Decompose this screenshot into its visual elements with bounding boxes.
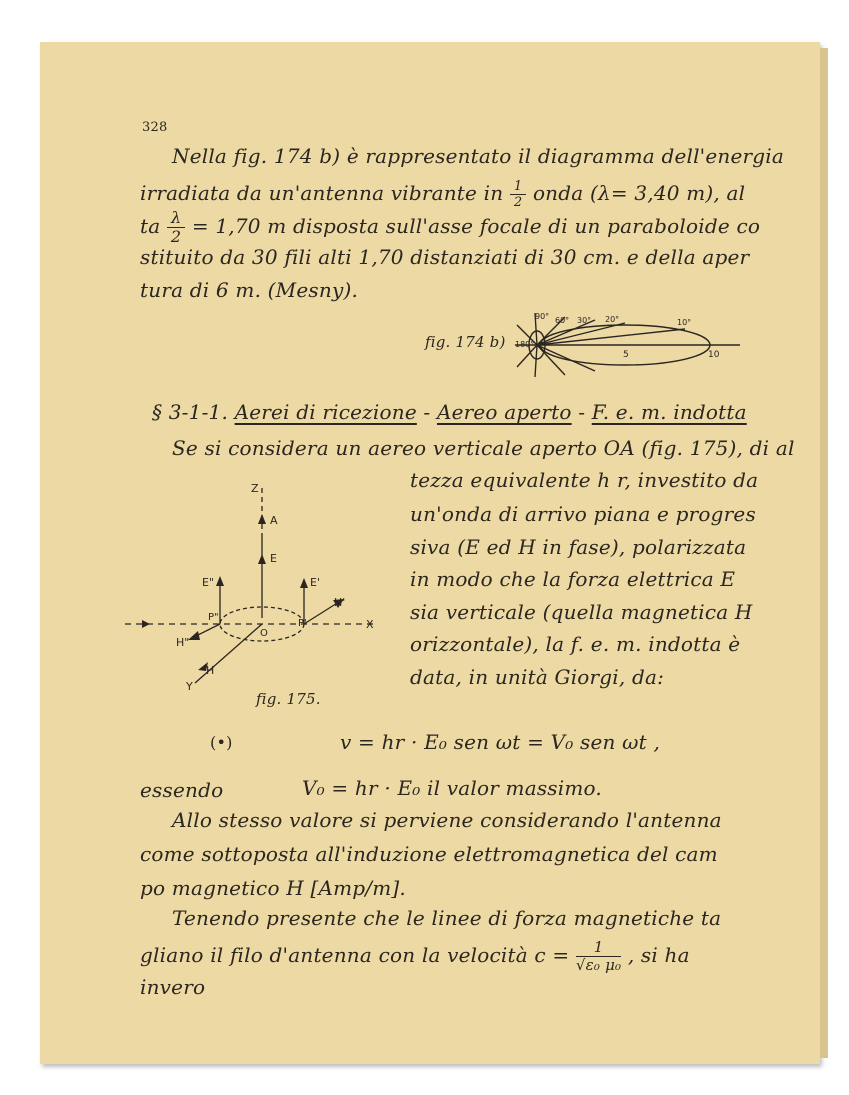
fig174-angle-60: 60° — [555, 316, 570, 325]
fig175-arrow-e2 — [216, 576, 224, 586]
para4-line2 — [140, 940, 690, 973]
fig174-angle-20: 20° — [605, 315, 620, 324]
para1-line2-text: irradiata da un'antenna vibrante in — [140, 181, 504, 205]
lambda-num: λ — [167, 210, 185, 228]
fig175-label-p1: P' — [298, 618, 307, 629]
fig175-label-e2: E" — [202, 576, 215, 589]
para1-line2-onda: onda ( — [532, 181, 598, 205]
fig174-label: fig. 174 b) — [425, 333, 506, 351]
fig175-label-y: Y — [186, 680, 193, 693]
para2-line4: siva (E ed H in fase), polarizzata — [410, 535, 747, 559]
para2-line3: un'onda di arrivo piana e progres — [410, 502, 756, 526]
fig174-tick-10: 10 — [708, 350, 720, 360]
para1-line3-ta: ta — [140, 214, 161, 238]
half-num: 1 — [510, 180, 526, 195]
para2-line2: tezza equivalente h r, investito da — [410, 468, 759, 492]
para1-line2 — [140, 180, 745, 209]
c-num: 1 — [576, 940, 621, 957]
fig175-diagram — [120, 478, 390, 693]
fig175-label-p2: P" — [208, 612, 219, 623]
fig175-arrow-x — [142, 620, 150, 628]
para1-line4: stituito da 30 fili alti 1,70 distanziati di 30 cm. e della aper — [140, 245, 750, 269]
page-number: 328 — [142, 120, 168, 135]
lambda-den: 2 — [170, 227, 182, 246]
section-heading — [152, 400, 747, 424]
fig174-tick-5: 5 — [623, 350, 629, 360]
c-den: √ε₀ μ₀ — [575, 956, 622, 974]
fig174-angle-10: 10° — [677, 318, 692, 327]
fig175-label-e1: E' — [310, 576, 320, 589]
fig175-label-h1: H' — [334, 596, 346, 609]
fig175-arrow-a — [258, 514, 266, 524]
equation-tag: (•) — [210, 733, 233, 752]
lambda-symbol: λ — [597, 181, 611, 205]
section-sep-2: - — [578, 400, 586, 424]
para1-line5: tura di 6 m. (Mesny). — [140, 278, 358, 302]
para4-line2-text: gliano il filo d'antenna con la velocità c = — [140, 943, 570, 967]
para4-line2-end: , si ha — [627, 943, 690, 967]
para3-line2: come sottoposta all'induzione elettromagnetica del cam — [140, 842, 718, 866]
fig175-label-o: O — [260, 628, 268, 639]
para2-line6: sia verticale (quella magnetica H — [410, 600, 753, 624]
fig175-arrow-h2 — [188, 631, 200, 640]
fig175-label-h2: H" — [176, 636, 190, 649]
para3-line1: Allo stesso valore si perviene considerando l'antenna — [172, 808, 722, 832]
fig175-label-e: E — [270, 552, 277, 565]
fig175-label-a: A — [270, 514, 278, 527]
section-title-2: Aereo aperto — [436, 400, 572, 424]
para1-line1: Nella fig. 174 b) è rappresentato il diagramma dell'energia — [172, 144, 785, 168]
fig175-caption: fig. 175. — [256, 690, 321, 708]
para2-line5: in modo che la forza elettrica E — [410, 567, 736, 591]
para2-line1: Se si considera un aereo verticale aperto OA (fig. 175), di al — [172, 436, 795, 460]
fig175-label-h: H — [206, 664, 215, 677]
section-number: § 3-1-1. — [152, 400, 229, 424]
half-fraction — [510, 180, 526, 209]
essendo-text: V₀ = hr · E₀ il valor massimo. — [302, 776, 602, 800]
fig174-angle-30: 30° — [577, 316, 592, 325]
lambda-fraction — [167, 210, 185, 245]
fig175-label-x: X — [366, 618, 374, 631]
para1-line2-end: = 3,40 m), al — [610, 181, 746, 205]
essendo-word: essendo — [140, 778, 224, 802]
equation: v = hr · E₀ sen ωt = V₀ sen ωt , — [340, 730, 661, 754]
para2-line8: data, in unità Giorgi, da: — [410, 665, 665, 689]
fig175-arrow-e — [258, 554, 266, 564]
half-den: 2 — [513, 195, 523, 210]
fig174-diagram — [505, 305, 745, 385]
c-fraction — [576, 940, 621, 973]
para1-line3 — [140, 210, 760, 245]
fig174-angle-90: 90° — [535, 312, 550, 321]
section-title-1: Aerei di ricezione — [234, 400, 417, 424]
fig175-label-z: Z — [251, 482, 259, 495]
para1-line3-text: = 1,70 m disposta sull'asse focale di un paraboloide co — [191, 214, 761, 238]
section-sep-1: - — [423, 400, 431, 424]
para4-line3: invero — [140, 975, 206, 999]
section-title-3: F. e. m. indotta — [591, 400, 747, 424]
para4-line1: Tenendo presente che le linee di forza magnetiche ta — [172, 906, 722, 930]
fig174-angle-180: 180° — [515, 340, 535, 349]
para3-line3: po magnetico H [Amp/m]. — [140, 876, 406, 900]
para2-line7: orizzontale), la f. e. m. indotta è — [410, 632, 741, 656]
fig175-arrow-e1 — [300, 578, 308, 588]
